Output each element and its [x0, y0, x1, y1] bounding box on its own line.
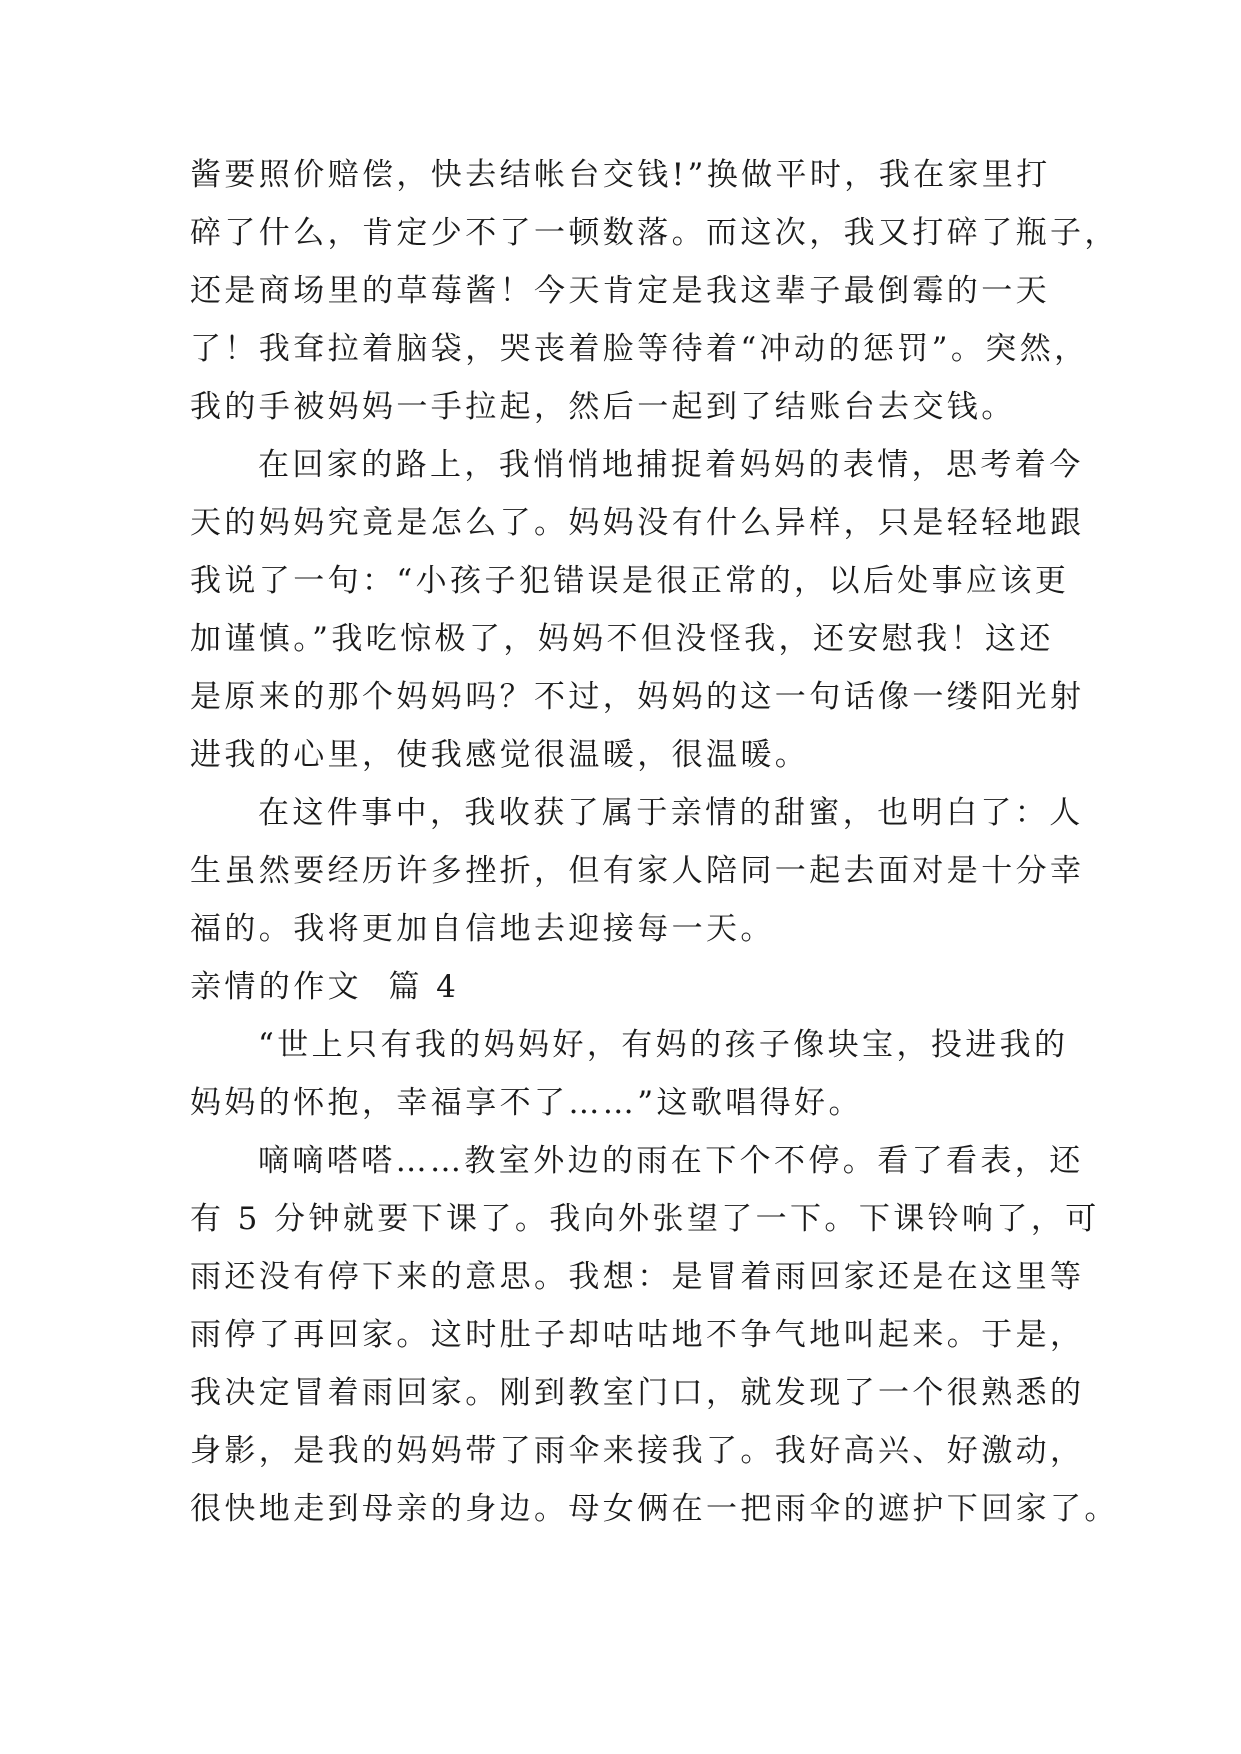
text-line: 很快地走到母亲的身边。母女俩在一把雨伞的遮护下回家了。 — [190, 1491, 1119, 1527]
text-line: 雨还没有停下来的意思。我想：是冒着雨回家还是在这里等 — [190, 1259, 1085, 1295]
text-line: 雨停了再回家。这时肚子却咕咕地不争气地叫起来。于是， — [190, 1317, 1085, 1353]
text-line: 有 5 分钟就要下课了。我向外张望了一下。下课铃响了，可 — [190, 1201, 1100, 1237]
text-line: 在这件事中，我收获了属于亲情的甜蜜，也明白了：人 — [258, 795, 1084, 831]
text-line: 在回家的路上，我悄悄地捕捉着妈妈的表情，思考着今 — [258, 447, 1084, 483]
text-line: “世上只有我的妈妈好，有妈的孩子像块宝，投进我的 — [258, 1027, 1069, 1063]
text-line: 生虽然要经历许多挫折，但有家人陪同一起去面对是十分幸 — [190, 853, 1085, 889]
text-line: 了！我耷拉着脑袋，哭丧着脸等待着“冲动的惩罚”。突然， — [190, 331, 1089, 367]
text-line: 我说了一句：“小孩子犯错误是很正常的，以后处事应该更 — [190, 563, 1070, 599]
text-line: 身影，是我的妈妈带了雨伞来接我了。我好高兴、好激动， — [190, 1433, 1085, 1469]
text-line: 妈妈的怀抱，幸福享不了……”这歌唱得好。 — [190, 1085, 863, 1121]
text-line: 加谨慎。”我吃惊极了，妈妈不但没怪我，还安慰我！这还 — [190, 621, 1054, 657]
text-line: 碎了什么，肯定少不了一顿数落。而这次，我又打碎了瓶子， — [190, 215, 1119, 251]
text-line: 我的手被妈妈一手拉起，然后一起到了结账台去交钱。 — [190, 389, 1016, 425]
text-line: 天的妈妈究竟是怎么了。妈妈没有什么异样，只是轻轻地跟 — [190, 505, 1085, 541]
text-line: 还是商场里的草莓酱！今天肯定是我这辈子最倒霉的一天 — [190, 273, 1050, 309]
text-line: 进我的心里，使我感觉很温暖，很温暖。 — [190, 737, 810, 773]
text-line: 嘀嘀嗒嗒……教室外边的雨在下个不停。看了看表，还 — [258, 1143, 1084, 1179]
text-line: 是原来的那个妈妈吗？不过，妈妈的这一句话像一缕阳光射 — [190, 679, 1085, 715]
text-line: 酱要照价赔偿，快去结帐台交钱!”换做平时，我在家里打 — [190, 157, 1051, 193]
text-line: 福的。我将更加自信地去迎接每一天。 — [190, 911, 775, 947]
text-line: 我决定冒着雨回家。刚到教室门口，就发现了一个很熟悉的 — [190, 1375, 1085, 1411]
section-heading: 亲情的作文 篇 4 — [190, 969, 460, 1005]
